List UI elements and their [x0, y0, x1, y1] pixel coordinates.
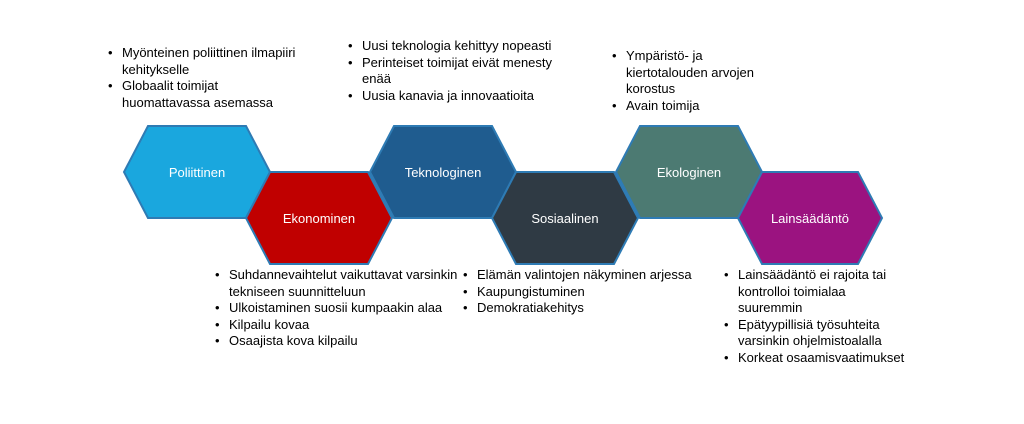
note-item: • Suhdannevaihtelut vaikuttavat varsinkin tekniseen suunnitteluun — [213, 267, 458, 300]
note-item: • Korkeat osaamisvaatimukset — [722, 350, 912, 367]
note-item: • Ulkoistaminen suosii kumpaakin alaa — [213, 300, 458, 317]
label-teknologinen: Teknologinen — [404, 165, 482, 180]
hex-teknologinen — [370, 126, 516, 218]
note-item: • Uusi teknologia kehittyy nopeasti — [346, 38, 571, 55]
note-item: • Demokratiakehitys — [461, 300, 711, 317]
label-lainsaadanto: Lainsäädäntö — [770, 211, 850, 226]
notes-teknologinen — [346, 38, 571, 104]
label-sosiaalinen: Sosiaalinen — [531, 211, 599, 226]
note-item: • Globaalit toimijat huomattavassa asemassa — [106, 78, 306, 111]
notes-lainsaadanto — [722, 267, 912, 366]
notes-ekonominen — [213, 267, 458, 350]
hex-ekologinen — [616, 126, 762, 218]
hex-ekonominen — [246, 172, 392, 264]
notes-poliittinen — [106, 45, 306, 111]
note-item: • Osaajista kova kilpailu — [213, 333, 458, 350]
note-item: • Perinteiset toimijat eivät menesty enää — [346, 55, 571, 88]
hex-poliittinen — [124, 126, 270, 218]
note-item: • Elämän valintojen näkyminen arjessa — [461, 267, 711, 284]
notes-sosiaalinen — [461, 267, 711, 317]
hex-lainsaadanto — [738, 172, 882, 264]
notes-ekologinen — [610, 48, 770, 114]
note-item: • Myönteinen poliittinen ilmapiiri kehitykselle — [106, 45, 306, 78]
note-item: • Kilpailu kovaa — [213, 317, 458, 334]
hex-sosiaalinen — [492, 172, 638, 264]
note-item: • Kaupungistuminen — [461, 284, 711, 301]
note-item: • Lainsäädäntö ei rajoita tai kontrolloi toimialaa suuremmin — [722, 267, 912, 317]
note-item: • Ympäristö- ja kiertotalouden arvojen korostus — [610, 48, 770, 98]
label-ekonominen: Ekonominen — [282, 211, 356, 226]
label-poliittinen: Poliittinen — [168, 165, 226, 180]
note-item: • Avain toimija — [610, 98, 770, 115]
note-item: • Uusia kanavia ja innovaatioita — [346, 88, 571, 105]
label-ekologinen: Ekologinen — [656, 165, 722, 180]
note-item: • Epätyypillisiä työsuhteita varsinkin ohjelmistoalalla — [722, 317, 912, 350]
